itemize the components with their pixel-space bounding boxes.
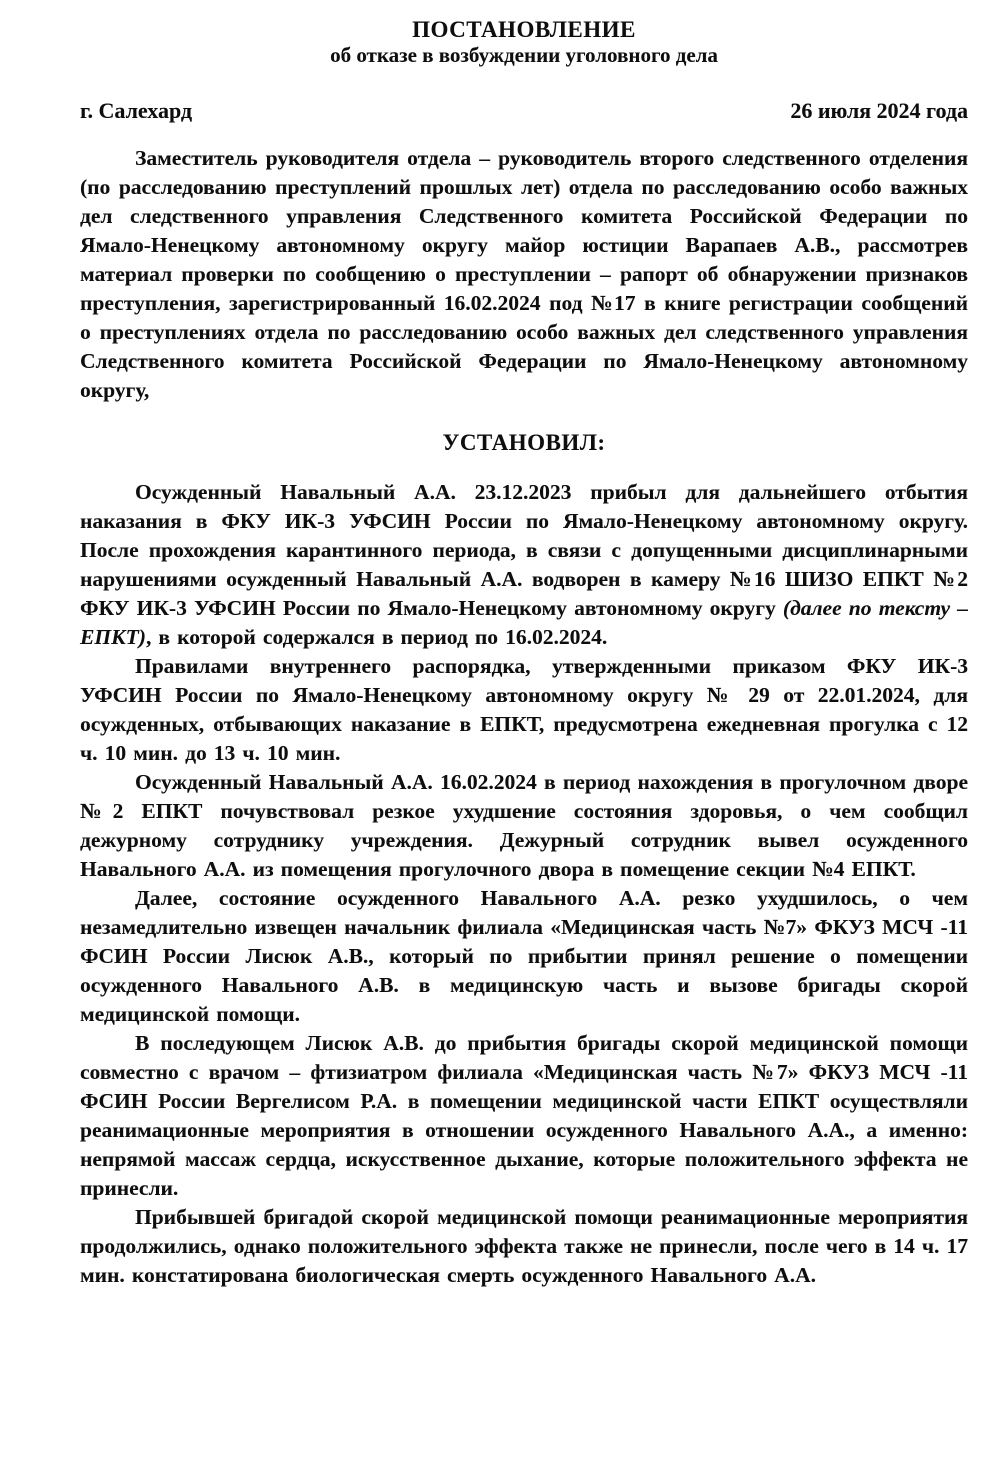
document-body	[80, 144, 968, 1290]
body-paragraph-3: Осужденный Навальный А.А. 16.02.2024 в период нахождения в прогулочном дворе №2 ЕПКТ почувствовал резкое ухудшение состояния здоровья, о чем сообщил дежурному сотруднику учреждения. Дежурный сотрудник вывел осужденного Навального А.А. из помещения прогулочного двора в помещение секции №4 ЕПКТ.	[80, 770, 968, 881]
body-paragraph-5: В последующем Лисюк А.В. до прибытия бригады скорой медицинской помощи совместно с врачом – фтизиатром филиала «Медицинская часть №7» ФКУЗ МСЧ -11 ФСИН России Вергелисом Р.А. в помещении медицинской части ЕПКТ осуществляли реанимационные мероприятия в отношении осужденного Навального А.А., а именно: непрямой массаж сердца, искусственное дыхание, которые положительного эффекта не принесли.	[80, 1031, 968, 1200]
paragraph-text: Осужденный Навальный А.А. 23.12.2023 прибыл для дальнейшего отбытия наказания в ФКУ ИК-3 УФСИН России по Ямало-Ненецкому автономному округу. После прохождения карантинного периода, в связи с допущенными дисциплинарными нарушениями осужденный Навальный А.А. водворен в камеру №16 ШИЗО ЕПКТ №2 ФКУ ИК-3 УФСИН России по Ямало-Ненецкому автономному округу	[80, 480, 968, 620]
body-paragraph-1	[80, 478, 968, 652]
paragraph-text: , в которой содержался в период по 16.02.2024.	[145, 625, 608, 649]
document-title: ПОСТАНОВЛЕНИЕ	[412, 17, 636, 42]
body-paragraph-6: Прибывшей бригадой скорой медицинской помощи реанимационные мероприятия продолжились, однако положительного эффекта также не принесли, после чего в 14 ч. 17 мин. констатирована биологическая смерть осужденного Навального А.А.	[80, 1205, 968, 1287]
document-place: г. Салехард	[80, 98, 193, 123]
document-subtitle: об отказе в возбуждении уголовного дела	[330, 43, 718, 67]
section-heading-ustanovil: УСТАНОВИЛ:	[442, 430, 606, 455]
preamble-paragraph: Заместитель руководителя отдела – руководитель второго следственного отделения (по расследованию преступлений прошлых лет) отдела по расследованию особо важных дел следственного управления Следственного комитета Российской Федерации по Ямало-Ненецкому автономному округу майор юстиции Варапаев А.В., рассмотрев материал проверки по сообщению о преступлении – рапорт об обнаружении признаков преступления, зарегистрированный 16.02.2024 под №17 в книге регистрации сообщений о преступлениях отдела по расследованию особо важных дел следственного управления Следственного комитета Российской Федерации по Ямало-Ненецкому автономному округу,	[80, 146, 968, 402]
document-date: 26 июля 2024 года	[790, 98, 968, 123]
body-paragraph-4: Далее, состояние осужденного Навального А.А. резко ухудшилось, о чем незамедлительно извещен начальник филиала «Медицинская часть №7» ФКУЗ МСЧ -11 ФСИН России Лисюк А.В., который по прибытии принял решение о помещении осужденного Навального А.В. в медицинскую часть и вызове бригады скорой медицинской помощи.	[80, 886, 968, 1026]
place-date-row	[80, 98, 968, 124]
body-paragraph-2: Правилами внутреннего распорядка, утвержденными приказом ФКУ ИК-3 УФСИН России по Ямало-Ненецкому автономному округу № 29 от 22.01.2024, для осужденных, отбывающих наказание в ЕПКТ, предусмотрена ежедневная прогулка с 12 ч. 10 мин. до 13 ч. 10 мин.	[80, 654, 968, 765]
italic-definition-epkt: (далее по тексту – ЕПКТ)	[80, 596, 968, 649]
